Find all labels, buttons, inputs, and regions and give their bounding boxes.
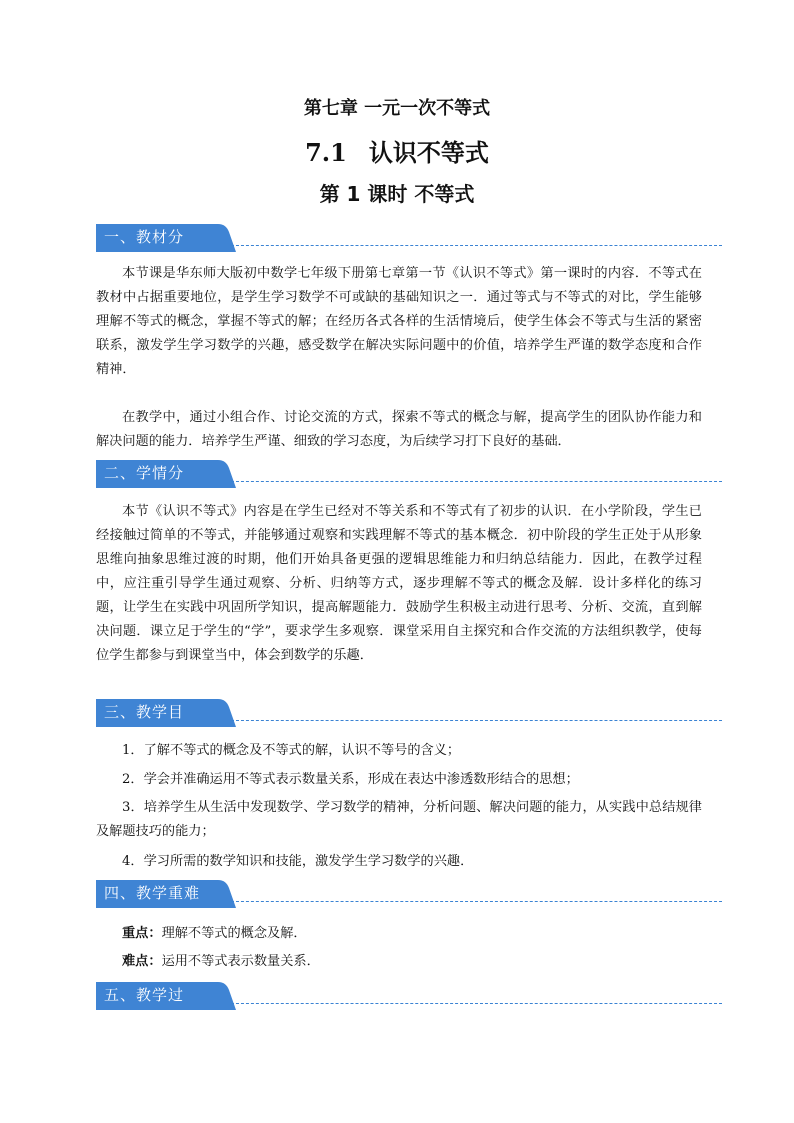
section-divider [231, 720, 722, 721]
difficult-point-text: 运用不等式表示数量关系． [161, 954, 320, 969]
paragraph: 在教学中，通过小组合作、讨论交流的方式，探索不等式的概念与解，提高学生的团队协作能力和解决问题的能力．培养学生严谨、细致的学习态度，为后续学习打下良好的基础． [96, 410, 702, 449]
section-divider [231, 1003, 722, 1004]
paragraph: 本节《认识不等式》内容是在学生已经对不等关系和不等式有了初步的认识．在小学阶段，学生已经接触过简单的不等式，并能够通过观察和实践理解不等式的基本概念．初中阶段的学生正处于从形象思维向抽象思维过渡的时期，他们开始具备更强的逻辑思维能力和归纳总结能力．因此，在教学过程中，应注重引导学生通过观察、分析、归纳等方式，逐步理解不等式的概念及解．设计多样化的练习题，让学生在实践中巩固所学知识，提高解题能力．鼓励学生积极主动进行思考、分析、交流，直到解决问题．课立足于学生的“学”，要求学生多观察．课堂采用自主探究和合作交流的方法组织教学，使每位学生都参与到课堂当中，体会到数学的乐趣． [96, 504, 702, 663]
section-header-4 [96, 878, 722, 908]
list-item-text: 3．培养学生从生活中发现数学、学习数学的精神，分析问题、解决问题的能力，从实践中总结规律及解题技巧的能力； [96, 800, 702, 839]
lesson-name: 认识不等式 [368, 139, 489, 167]
section-heading: 四、教学重难 [104, 884, 201, 902]
section-heading: 一、教材分 [104, 228, 185, 246]
lesson-number: 7.1 [305, 138, 347, 167]
lesson-title [0, 133, 794, 168]
section-header-3 [96, 697, 722, 727]
key-point [122, 922, 708, 946]
period-title: 第 1 课时 不等式 [319, 182, 475, 206]
section-divider [231, 901, 722, 902]
chapter-title: 第七章 一元一次不等式 [303, 98, 491, 119]
section-header-1 [96, 222, 722, 252]
list-item: 2．学会并准确运用不等式表示数量关系，形成在表达中渗透数形结合的思想； [122, 772, 579, 787]
section-heading: 五、教学过 [104, 986, 185, 1004]
section-heading: 二、学情分 [104, 464, 185, 482]
section-heading: 三、教学目 [104, 703, 185, 721]
list-item: 1．了解不等式的概念及不等式的解，认识不等号的含义； [122, 743, 461, 758]
section-header-2 [96, 458, 722, 488]
key-point-text: 理解不等式的概念及解． [161, 926, 307, 941]
difficult-point-label: 难点： [122, 954, 162, 969]
key-point-label: 重点： [122, 926, 162, 941]
difficult-point [122, 950, 708, 974]
section-header-5 [96, 980, 722, 1010]
section-divider [231, 245, 722, 246]
section-divider [231, 481, 722, 482]
list-item: 4．学习所需的数学知识和技能，激发学生学习数学的兴趣． [122, 854, 474, 869]
list-item [96, 796, 702, 844]
paragraph: 本节课是华东师大版初中数学七年级下册第七章第一节《认识不等式》第一课时的内容．不等式在教材中占据重要地位，是学生学习数学不可或缺的基础知识之一．通过等式与不等式的对比，学生能够理解不等式的概念，掌握不等式的解；在经历各式各样的生活情境后，使学生体会不等式与生活的紧密联系，激发学生学习数学的兴趣，感受数学在解决实际问题中的价值，培养学生严谨的数学态度和合作精神． [96, 266, 702, 377]
